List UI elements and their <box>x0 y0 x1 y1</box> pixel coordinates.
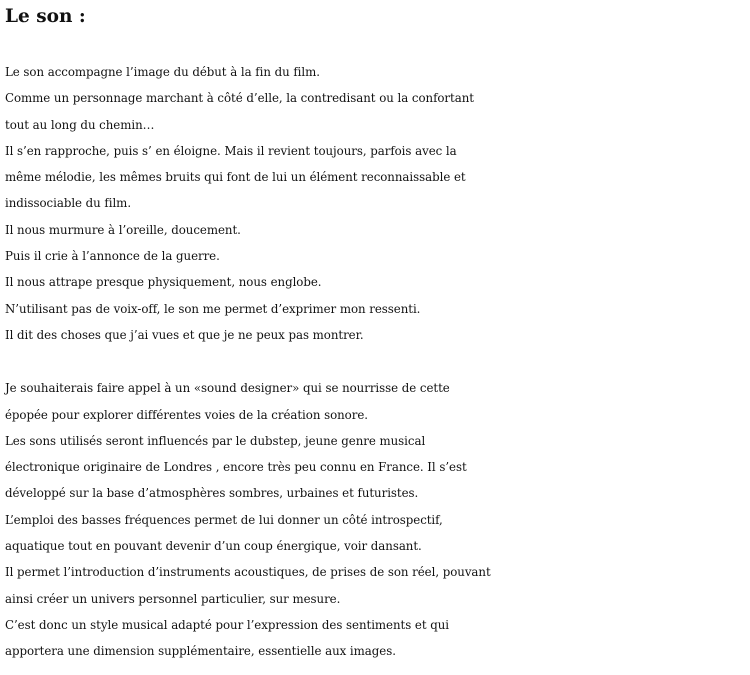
paragraph-2 <box>5 375 750 664</box>
spacer <box>5 30 750 59</box>
text-line: N’utilisant pas de voix-off, le son me permet d’exprimer mon ressenti. <box>5 301 421 316</box>
text-line: Je souhaiterais faire appel à un «sound designer» qui se nourrisse de cette <box>5 381 450 396</box>
text-line: tout au long du chemin… <box>5 117 155 132</box>
text-line: Comme un personnage marchant à côté d’elle, la contredisant ou la confortant <box>5 91 474 106</box>
text-line: Il dit des choses que j’ai vues et que je ne peux pas montrer. <box>5 327 364 342</box>
text-line: ainsi créer un univers personnel particulier, sur mesure. <box>5 591 341 606</box>
text-line: L’emploi des basses fréquences permet de lui donner un côté introspectif, <box>5 512 443 527</box>
spacer <box>5 348 750 375</box>
text-line: Il permet l’introduction d’instruments acoustiques, de prises de son réel, pouvant <box>5 565 491 580</box>
text-line: Les sons utilisés seront influencés par le dubstep, jeune genre musical <box>5 433 426 448</box>
text-line: Il s’en rapproche, puis s’ en éloigne. Mais il revient toujours, parfois avec la <box>5 143 457 158</box>
text-line: indissociable du film. <box>5 196 132 211</box>
text-line: C’est donc un style musical adapté pour l’expression des sentiments et qui <box>5 617 450 632</box>
text-line: Le son accompagne l’image du début à la fin du film. <box>5 65 320 79</box>
text-line: Il nous murmure à l’oreille, doucement. <box>5 222 241 237</box>
text-line: Il nous attrape presque physiquement, nous englobe. <box>5 275 322 290</box>
text-line: développé sur la base d’atmosphères sombres, urbaines et futuristes. <box>5 486 419 501</box>
text-line: électronique originaire de Londres , encore très peu connu en France. Il s’est <box>5 460 467 475</box>
text-line: apportera une dimension supplémentaire, essentielle aux images. <box>5 644 396 659</box>
text-line: Puis il crie à l’annonce de la guerre. <box>5 249 220 264</box>
text-line: même mélodie, les mêmes bruits qui font de lui un élément reconnaissable et <box>5 170 466 185</box>
text-line: aquatique tout en pouvant devenir d’un coup énergique, voir dansant. <box>5 539 422 554</box>
section-title: Le son : <box>5 6 86 27</box>
text-line: épopée pour explorer différentes voies de la création sonore. <box>5 407 368 422</box>
document-page <box>5 4 750 665</box>
paragraph-1 <box>5 59 750 348</box>
